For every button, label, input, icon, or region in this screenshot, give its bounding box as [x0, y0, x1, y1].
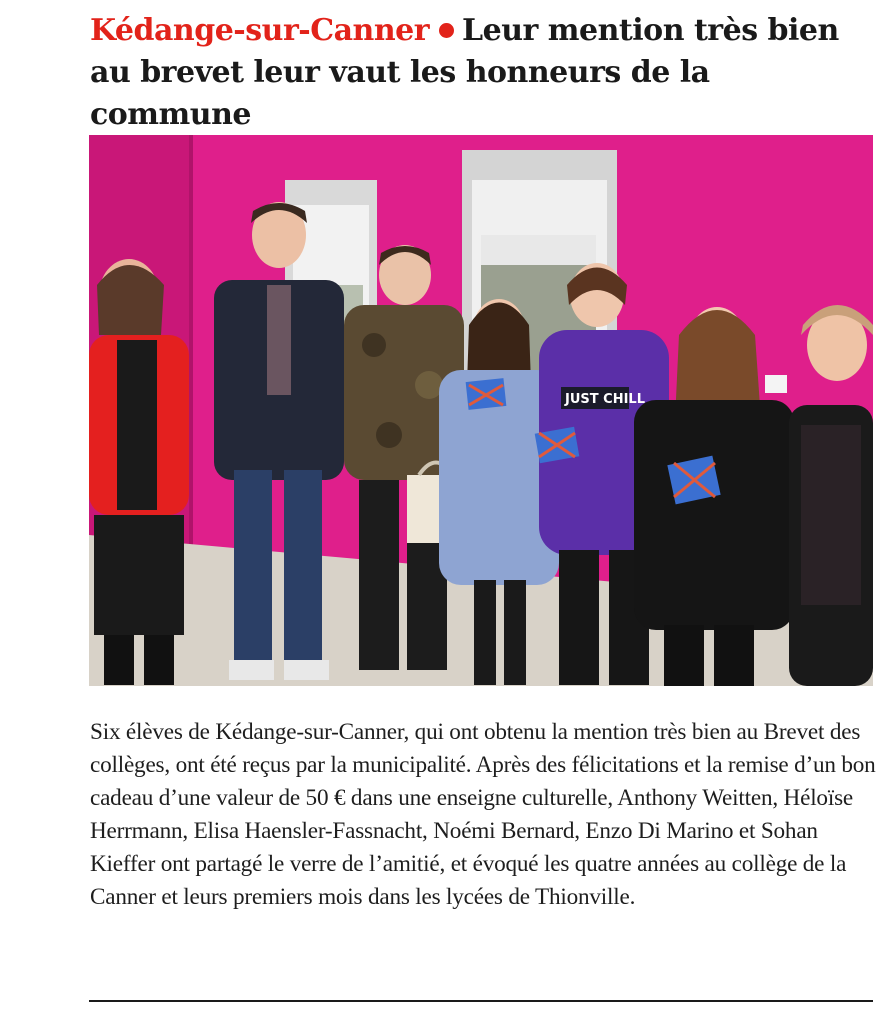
hoodie-print: JUST CHILL: [565, 392, 645, 407]
group-photo-illustration: [89, 135, 873, 686]
bottom-divider: [89, 1000, 873, 1002]
article-headline: [90, 10, 880, 136]
kicker-bullet-icon: [439, 23, 454, 38]
kicker-location: Kédange-sur-Canner: [90, 13, 430, 48]
photo-caption: Six élèves de Kédange-sur-Canner, qui ont obtenu la mention très bien au Brevet des collèges, ont été reçus par la municipalité. Après des félicitations et la remise d’un bon cadeau d’une valeur de 50 € dans une enseigne culturelle, Anthony Weitten, Héloïse Herrmann, Elisa Haensler-Fassnacht, Noémi Bernard, Enzo Di Marino et Sohan Kieffer ont partagé le verre de l’amitié, et évoqué les quatre années au collège de la Canner et leurs premiers mois dans les lycées de Thionville.: [90, 719, 876, 910]
article-photo: [89, 135, 873, 686]
headline-line-2: au brevet leur vaut les honneurs de la commune: [90, 55, 710, 132]
headline-line-1: Leur mention très bien: [462, 13, 839, 48]
